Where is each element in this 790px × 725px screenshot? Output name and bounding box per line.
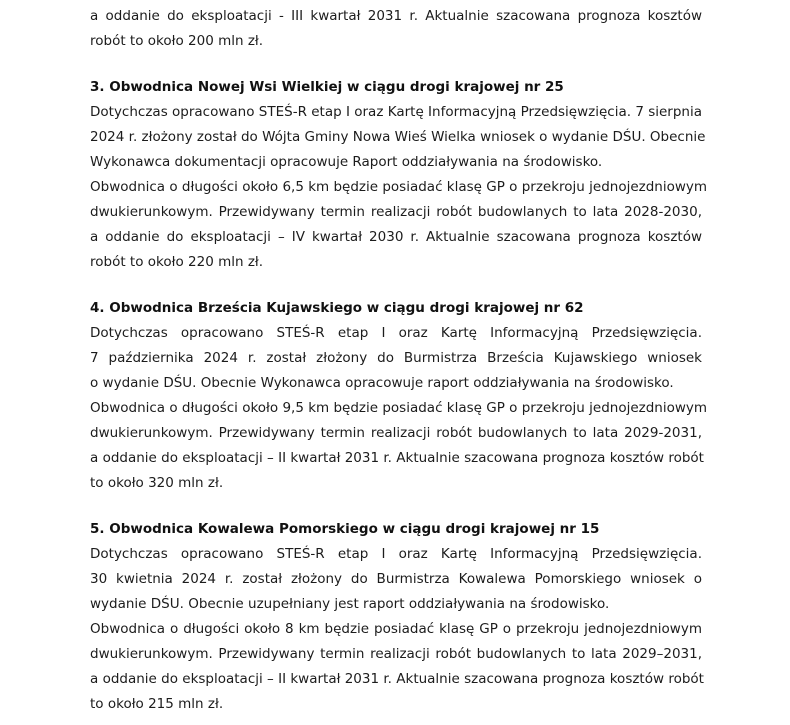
text-line: o wydanie DŚU. Obecnie Wykonawca opracowuje raport oddziaływania na środowisko.: [90, 375, 674, 391]
text-line: Obwodnica o długości około 8 km będzie posiadać klasę GP o przekroju jednojezdniowym: [90, 621, 702, 637]
text-line: a oddanie do eksploatacji – II kwartał 2031 r. Aktualnie szacowana prognoza kosztów robót: [90, 450, 704, 466]
text-line: dwukierunkowym. Przewidywany termin realizacji robót budowlanych to lata 2029–2031,: [90, 646, 702, 662]
text-line: Dotychczas opracowano STEŚ-R etap I oraz Kartę Informacyjną Przedsięwzięcia.: [90, 546, 702, 562]
text-line: wydanie DŚU. Obecnie uzupełniany jest raport oddziaływania na środowisko.: [90, 596, 610, 612]
text-line: a oddanie do eksploatacji – II kwartał 2031 r. Aktualnie szacowana prognoza kosztów robót: [90, 671, 704, 687]
bypass-section: [90, 296, 708, 496]
text-line: Obwodnica o długości około 6,5 km będzie posiadać klasę GP o przekroju jednojezdniowym: [90, 179, 708, 195]
text-line: to około 320 mln zł.: [90, 475, 224, 491]
text-line: 7 października 2024 r. został złożony do Burmistrza Brześcia Kujawskiego wniosek: [90, 350, 702, 366]
text-line: dwukierunkowym. Przewidywany termin realizacji robót budowlanych to lata 2029-2031,: [90, 425, 702, 441]
text-line: Wykonawca dokumentacji opracowuje Raport oddziaływania na środowisko.: [90, 154, 603, 170]
bypass-section: [90, 75, 708, 275]
section-heading: 5. Obwodnica Kowalewa Pomorskiego w ciągu drogi krajowej nr 15: [90, 521, 600, 537]
text-line: Dotychczas opracowano STEŚ-R etap I oraz Kartę Informacyjną Przedsięwzięcia.: [90, 325, 702, 341]
text-line: robót to około 220 mln zł.: [90, 254, 264, 270]
text-line: Dotychczas opracowano STEŚ-R etap I oraz Kartę Informacyjną Przedsięwzięcia. 7 sierpnia: [90, 104, 702, 120]
document-content: [90, 0, 708, 717]
text-line: 2024 r. złożony został do Wójta Gminy Nowa Wieś Wielka wniosek o wydanie DŚU. Obecnie: [90, 129, 706, 145]
text-line: a oddanie do eksploatacji – IV kwartał 2030 r. Aktualnie szacowana prognoza kosztów: [90, 229, 702, 245]
bypass-section: [90, 517, 702, 717]
text-line: 30 kwietnia 2024 r. został złożony do Burmistrza Kowalewa Pomorskiego wniosek o: [90, 571, 702, 587]
text-line: to około 215 mln zł.: [90, 696, 224, 712]
section-heading: 4. Obwodnica Brześcia Kujawskiego w ciągu drogi krajowej nr 62: [90, 300, 584, 316]
section-heading: 3. Obwodnica Nowej Wsi Wielkiej w ciągu drogi krajowej nr 25: [90, 79, 564, 95]
text-line: a oddanie do eksploatacji - III kwartał 2031 r. Aktualnie szacowana prognoza kosztów: [90, 8, 702, 24]
intro-section: [90, 4, 702, 54]
text-line: robót to około 200 mln zł.: [90, 33, 264, 49]
text-line: dwukierunkowym. Przewidywany termin realizacji robót budowlanych to lata 2028-2030,: [90, 204, 702, 220]
text-line: Obwodnica o długości około 9,5 km będzie posiadać klasę GP o przekroju jednojezdniowym: [90, 400, 708, 416]
